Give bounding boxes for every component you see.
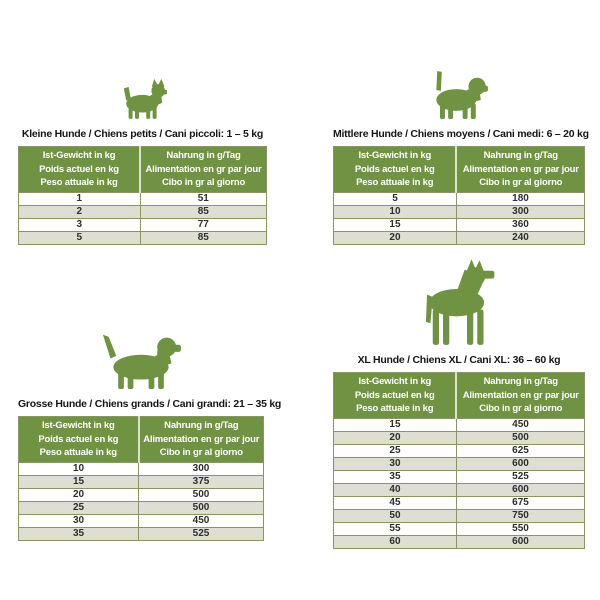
table-row bbox=[19, 514, 264, 527]
weight-cell: 30 bbox=[19, 514, 139, 527]
food-amount-cell: 525 bbox=[456, 470, 584, 483]
header-line: Nahrung in g/Tag bbox=[483, 150, 558, 161]
table-row bbox=[334, 496, 585, 509]
header-line: Ist-Gewicht in kg bbox=[42, 150, 116, 161]
weight-column-header bbox=[334, 373, 457, 419]
table-row bbox=[19, 527, 264, 540]
header-line: Ist-Gewicht in kg bbox=[358, 376, 432, 387]
table-row bbox=[334, 522, 585, 535]
food-column-header bbox=[456, 373, 584, 419]
weight-column-header bbox=[334, 147, 457, 193]
section-title: Kleine Hunde / Chiens petits / Cani piccoli: 1 – 5 kg bbox=[21, 128, 264, 140]
small-dogs-section bbox=[18, 64, 267, 245]
weight-cell: 5 bbox=[19, 231, 141, 244]
food-amount-cell: 375 bbox=[139, 475, 264, 488]
food-amount-cell: 500 bbox=[139, 501, 264, 514]
small-dog-icon bbox=[18, 64, 267, 120]
header-line: Poids actuel en kg bbox=[354, 163, 435, 175]
food-amount-cell: 450 bbox=[456, 418, 584, 431]
feeding-table-large bbox=[18, 416, 264, 541]
weight-cell: 25 bbox=[19, 501, 139, 514]
table-row bbox=[19, 462, 264, 475]
header-line: Peso attuale in kg bbox=[356, 177, 434, 188]
weight-cell: 2 bbox=[19, 205, 141, 218]
food-amount-cell: 625 bbox=[456, 444, 584, 457]
food-amount-cell: 360 bbox=[456, 218, 584, 231]
weight-cell: 35 bbox=[334, 470, 457, 483]
feeding-table-medium bbox=[333, 146, 585, 245]
header-line: Cibo in gr al giorno bbox=[479, 403, 563, 414]
table-header-row bbox=[19, 147, 267, 193]
weight-cell: 20 bbox=[334, 231, 457, 244]
weight-cell: 20 bbox=[19, 488, 139, 501]
weight-cell: 3 bbox=[19, 218, 141, 231]
weight-column-header bbox=[19, 417, 139, 463]
header-line: Alimentation en gr par jour bbox=[462, 389, 579, 401]
food-column-header bbox=[139, 417, 264, 463]
table-row bbox=[19, 218, 267, 231]
food-amount-cell: 600 bbox=[456, 457, 584, 470]
header-line: Ist-Gewicht in kg bbox=[358, 150, 432, 161]
weight-cell: 15 bbox=[334, 218, 457, 231]
table-row bbox=[334, 444, 585, 457]
weight-cell: 15 bbox=[19, 475, 139, 488]
table-row bbox=[19, 488, 264, 501]
header-line: Poids actuel en kg bbox=[354, 389, 435, 401]
table-row bbox=[19, 205, 267, 218]
food-amount-cell: 675 bbox=[456, 496, 584, 509]
weight-cell: 30 bbox=[334, 457, 457, 470]
medium-dog-icon bbox=[333, 64, 585, 120]
food-amount-cell: 240 bbox=[456, 231, 584, 244]
table-row bbox=[334, 470, 585, 483]
table-row bbox=[334, 535, 585, 548]
weight-cell: 10 bbox=[19, 462, 139, 475]
weight-cell: 10 bbox=[334, 205, 457, 218]
table-row bbox=[19, 475, 264, 488]
food-amount-cell: 500 bbox=[139, 488, 264, 501]
table-row bbox=[334, 509, 585, 522]
large-dog-icon bbox=[18, 328, 264, 390]
food-amount-cell: 300 bbox=[139, 462, 264, 475]
food-amount-cell: 500 bbox=[456, 431, 584, 444]
header-line: Nahrung in g/Tag bbox=[483, 376, 558, 387]
xl-dog-icon bbox=[333, 254, 585, 346]
food-amount-cell: 85 bbox=[140, 231, 266, 244]
weight-cell: 20 bbox=[334, 431, 457, 444]
food-amount-cell: 85 bbox=[140, 205, 266, 218]
weight-cell: 45 bbox=[334, 496, 457, 509]
food-amount-cell: 450 bbox=[139, 514, 264, 527]
food-amount-cell: 77 bbox=[140, 218, 266, 231]
food-amount-cell: 750 bbox=[456, 509, 584, 522]
table-row bbox=[19, 192, 267, 205]
header-line: Peso attuale in kg bbox=[40, 177, 118, 188]
food-amount-cell: 600 bbox=[456, 483, 584, 496]
table-row bbox=[334, 457, 585, 470]
table-row bbox=[334, 218, 585, 231]
header-line: Alimentation en gr par jour bbox=[462, 163, 579, 175]
header-line: Poids actuel en kg bbox=[38, 433, 119, 445]
weight-cell: 5 bbox=[334, 192, 457, 205]
food-column-header bbox=[456, 147, 584, 193]
weight-cell: 40 bbox=[334, 483, 457, 496]
weight-cell: 1 bbox=[19, 192, 141, 205]
weight-cell: 60 bbox=[334, 535, 457, 548]
table-header-row bbox=[334, 147, 585, 193]
table-row bbox=[19, 231, 267, 244]
feeding-table-small bbox=[18, 146, 267, 245]
feeding-table-xl bbox=[333, 372, 585, 549]
xl-dogs-section bbox=[333, 254, 585, 549]
medium-dogs-section bbox=[333, 64, 589, 245]
weight-cell: 50 bbox=[334, 509, 457, 522]
food-amount-cell: 180 bbox=[456, 192, 584, 205]
food-amount-cell: 300 bbox=[456, 205, 584, 218]
header-line: Cibo in gr al giorno bbox=[161, 177, 246, 188]
header-line: Nahrung in g/Tag bbox=[166, 150, 241, 161]
food-amount-cell: 550 bbox=[456, 522, 584, 535]
header-line: Alimentation en gr par jour bbox=[145, 163, 262, 175]
table-row bbox=[334, 231, 585, 244]
header-line: Cibo in gr al giorno bbox=[479, 177, 563, 188]
food-amount-cell: 600 bbox=[456, 535, 584, 548]
weight-cell: 25 bbox=[334, 444, 457, 457]
header-line: Ist-Gewicht in kg bbox=[41, 420, 115, 431]
large-dogs-section bbox=[18, 328, 282, 541]
table-row bbox=[334, 483, 585, 496]
table-row bbox=[19, 501, 264, 514]
header-line: Peso attuale in kg bbox=[39, 447, 117, 458]
weight-cell: 35 bbox=[19, 527, 139, 540]
weight-cell: 55 bbox=[334, 522, 457, 535]
header-line: Nahrung in g/Tag bbox=[164, 420, 239, 431]
section-title: XL Hunde / Chiens XL / Cani XL: 36 – 60 kg bbox=[357, 354, 561, 366]
header-line: Poids actuel en kg bbox=[39, 163, 119, 175]
header-line: Alimentation en gr par jour bbox=[143, 433, 260, 445]
table-row bbox=[334, 431, 585, 444]
table-row bbox=[334, 418, 585, 431]
food-amount-cell: 525 bbox=[139, 527, 264, 540]
food-amount-cell: 51 bbox=[140, 192, 266, 205]
weight-cell: 15 bbox=[334, 418, 457, 431]
food-column-header bbox=[140, 147, 266, 193]
weight-column-header bbox=[19, 147, 141, 193]
header-line: Cibo in gr al giorno bbox=[159, 447, 243, 458]
table-header-row bbox=[19, 417, 264, 463]
table-row bbox=[334, 192, 585, 205]
table-row bbox=[334, 205, 585, 218]
header-line: Peso attuale in kg bbox=[356, 403, 434, 414]
section-title: Mittlere Hunde / Chiens moyens / Cani medi: 6 – 20 kg bbox=[333, 128, 589, 140]
section-title: Grosse Hunde / Chiens grands / Cani grandi: 21 – 35 kg bbox=[18, 398, 282, 410]
table-header-row bbox=[334, 373, 585, 419]
